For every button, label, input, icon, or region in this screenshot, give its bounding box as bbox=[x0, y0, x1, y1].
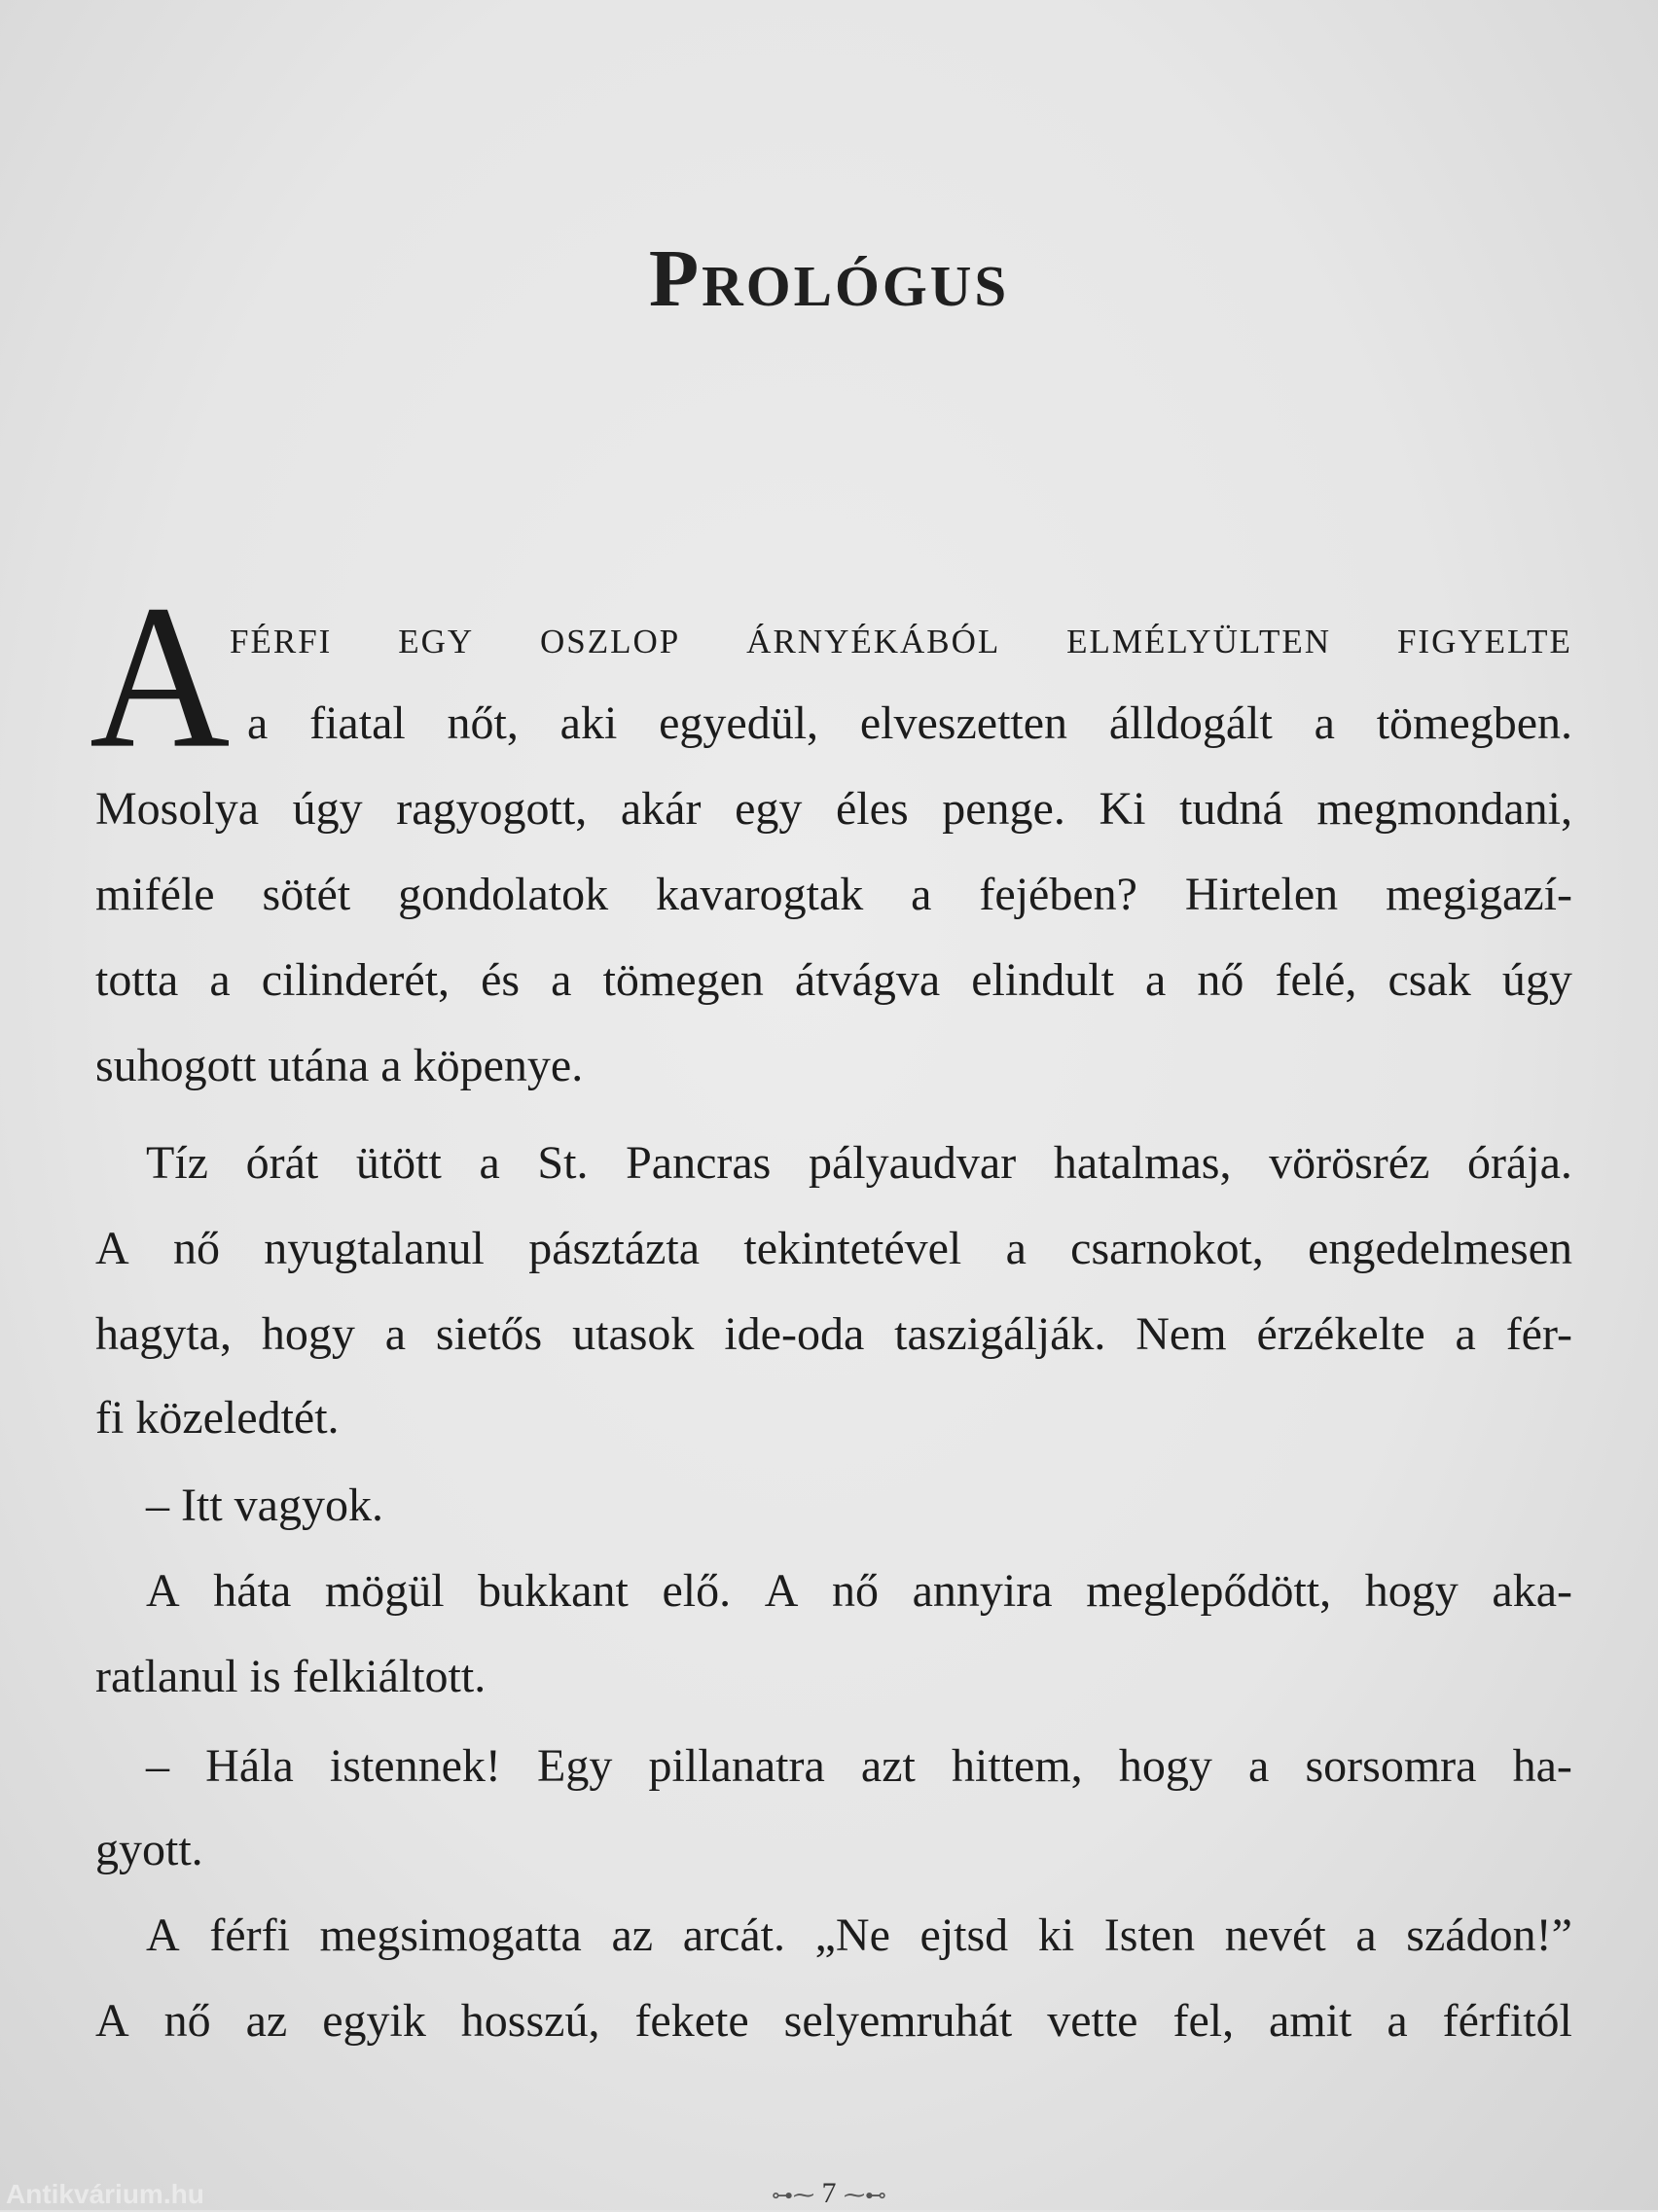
word: fekete bbox=[634, 1995, 749, 2047]
word: A bbox=[146, 1565, 180, 1617]
word: „Ne bbox=[814, 1909, 890, 1961]
word: sietős bbox=[435, 1308, 543, 1360]
word: megmondani, bbox=[1316, 783, 1572, 835]
word: a bbox=[209, 954, 231, 1006]
word: az bbox=[611, 1909, 654, 1961]
text-line: – Itt vagyok. bbox=[146, 1480, 383, 1531]
text-line: gyott. bbox=[95, 1824, 203, 1875]
word: nő bbox=[172, 1223, 220, 1274]
word: ide-oda bbox=[724, 1308, 865, 1360]
text-line bbox=[146, 1737, 1572, 1796]
text-line bbox=[95, 1220, 1572, 1278]
word: annyira bbox=[912, 1565, 1053, 1617]
word: nő bbox=[163, 1995, 211, 2047]
word: selyemruhát bbox=[783, 1995, 1013, 2047]
text-line bbox=[95, 1305, 1572, 1364]
word: a bbox=[1355, 1909, 1377, 1961]
word: sorsomra bbox=[1305, 1740, 1477, 1792]
word: – bbox=[146, 1740, 169, 1792]
word: istennek! bbox=[329, 1740, 501, 1792]
word: Isten bbox=[1103, 1909, 1196, 1961]
word: hosszú, bbox=[460, 1995, 600, 2047]
word: egy bbox=[735, 783, 803, 835]
word: fejében? bbox=[979, 869, 1137, 920]
text-line: suhogott utána a köpenye. bbox=[95, 1040, 584, 1091]
word: kavarogtak bbox=[656, 869, 864, 920]
page-footer bbox=[0, 2177, 1658, 2210]
word: FIGYELTE bbox=[1396, 623, 1572, 660]
word: mögül bbox=[324, 1565, 445, 1617]
word: ütött bbox=[355, 1137, 442, 1189]
word: háta bbox=[213, 1565, 292, 1617]
word: nevét bbox=[1224, 1909, 1326, 1961]
word: amit bbox=[1269, 1995, 1352, 2047]
word: fér- bbox=[1505, 1308, 1572, 1360]
word: tömegen bbox=[602, 954, 764, 1006]
text-line bbox=[95, 780, 1572, 838]
word: nyugtalanul bbox=[264, 1223, 485, 1274]
word: Tíz bbox=[146, 1137, 208, 1189]
word: miféle bbox=[95, 869, 215, 920]
word: hogy bbox=[1364, 1565, 1459, 1617]
word: átvágva bbox=[794, 954, 941, 1006]
word: hagyta, bbox=[95, 1308, 232, 1360]
word: hogy bbox=[1118, 1740, 1212, 1792]
word: penge. bbox=[942, 783, 1065, 835]
word: pásztázta bbox=[528, 1223, 701, 1274]
text-line bbox=[146, 1907, 1572, 1965]
word: férfi bbox=[209, 1909, 290, 1961]
drop-cap: A bbox=[90, 563, 231, 792]
word: felé, bbox=[1275, 954, 1357, 1006]
word: arcát. bbox=[682, 1909, 785, 1961]
word: sötét bbox=[262, 869, 351, 920]
word: pillanatra bbox=[648, 1740, 825, 1792]
word: ki bbox=[1037, 1909, 1075, 1961]
word: nőt, bbox=[447, 697, 519, 749]
word: EGY bbox=[398, 623, 475, 660]
text-line bbox=[146, 1562, 1572, 1621]
word: Hála bbox=[205, 1740, 294, 1792]
flourish-left-icon: ⊶⁓ bbox=[772, 2183, 814, 2208]
word: a bbox=[479, 1137, 500, 1189]
word: pályaudvar bbox=[808, 1137, 1017, 1189]
word: A bbox=[764, 1565, 799, 1617]
word: a bbox=[1005, 1223, 1027, 1274]
word: azt bbox=[860, 1740, 916, 1792]
word: akár bbox=[620, 783, 702, 835]
word: ELMÉLYÜLTEN bbox=[1066, 623, 1332, 660]
word: férfitól bbox=[1442, 1995, 1572, 2047]
word: utasok bbox=[572, 1308, 695, 1360]
word: A bbox=[95, 1995, 129, 2047]
word: megigazí- bbox=[1386, 869, 1572, 920]
word: a bbox=[384, 1308, 407, 1360]
word: engedelmesen bbox=[1308, 1223, 1572, 1274]
word: A bbox=[146, 1909, 180, 1961]
word: tudná bbox=[1179, 783, 1283, 835]
word: meglepődött, bbox=[1086, 1565, 1332, 1617]
word: aki bbox=[559, 697, 618, 749]
text-line bbox=[95, 1992, 1572, 2051]
word: tömegben. bbox=[1376, 697, 1572, 749]
word: a bbox=[1387, 1995, 1408, 2047]
word: Mosolya bbox=[95, 783, 259, 835]
text-line: fi közeledtét. bbox=[95, 1392, 340, 1444]
word: a bbox=[247, 697, 269, 749]
text-line: ratlanul is felkiáltott. bbox=[95, 1651, 487, 1702]
word: OSZLOP bbox=[540, 623, 681, 660]
word: ragyogott, bbox=[396, 783, 588, 835]
word: egyedül, bbox=[659, 697, 819, 749]
word: a bbox=[911, 869, 932, 920]
word: szádon!” bbox=[1406, 1909, 1572, 1961]
word: vörösréz bbox=[1269, 1137, 1430, 1189]
word: a bbox=[1314, 697, 1335, 749]
word: aka- bbox=[1492, 1565, 1572, 1617]
word: órát bbox=[245, 1137, 319, 1189]
text-line bbox=[95, 951, 1572, 1010]
word: fel, bbox=[1172, 1995, 1235, 2047]
word: tekintetével bbox=[743, 1223, 962, 1274]
word: elő. bbox=[662, 1565, 732, 1617]
word: St. bbox=[537, 1137, 589, 1189]
word: egyik bbox=[322, 1995, 426, 2047]
word: érzékelte bbox=[1256, 1308, 1425, 1360]
word: fiatal bbox=[309, 697, 406, 749]
flourish-right-icon: ⁓⊷ bbox=[844, 2183, 886, 2208]
word: ejtsd bbox=[919, 1909, 1009, 1961]
word: hatalmas, bbox=[1053, 1137, 1232, 1189]
word: éles bbox=[836, 783, 909, 835]
word: hogy bbox=[261, 1308, 355, 1360]
word: elindult bbox=[971, 954, 1114, 1006]
word: FÉRFI bbox=[230, 623, 333, 660]
chapter-title: Prológus bbox=[648, 233, 1010, 324]
text-line bbox=[146, 1134, 1572, 1193]
word: elveszetten bbox=[859, 697, 1068, 749]
word: taszigálják. bbox=[894, 1308, 1106, 1360]
word: vette bbox=[1047, 1995, 1138, 2047]
word: A bbox=[95, 1223, 129, 1274]
text-line bbox=[247, 695, 1572, 753]
word: Nem bbox=[1135, 1308, 1227, 1360]
word: gondolatok bbox=[398, 869, 609, 920]
word: Ki bbox=[1099, 783, 1146, 835]
word: ha- bbox=[1512, 1740, 1572, 1792]
word: bukkant bbox=[478, 1565, 629, 1617]
word: a bbox=[1455, 1308, 1476, 1360]
word: cilinderét, bbox=[261, 954, 451, 1006]
word: Pancras bbox=[626, 1137, 772, 1189]
text-line bbox=[230, 613, 1572, 671]
word: nő bbox=[1197, 954, 1244, 1006]
word: hittem, bbox=[952, 1740, 1083, 1792]
word: Egy bbox=[537, 1740, 613, 1792]
word: úgy bbox=[1501, 954, 1572, 1006]
watermark: Antikvárium.hu bbox=[6, 2179, 204, 2209]
word: totta bbox=[95, 954, 179, 1006]
word: és bbox=[481, 954, 521, 1006]
page-number: 7 bbox=[821, 2177, 837, 2209]
word: az bbox=[245, 1995, 288, 2047]
word: a bbox=[1248, 1740, 1270, 1792]
word: megsimogatta bbox=[319, 1909, 582, 1961]
word: ÁRNYÉKÁBÓL bbox=[746, 623, 1001, 660]
word: csak bbox=[1388, 954, 1471, 1006]
word: a bbox=[1144, 954, 1167, 1006]
word: úgy bbox=[292, 783, 363, 835]
word: nő bbox=[832, 1565, 879, 1617]
word: Hirtelen bbox=[1184, 869, 1339, 920]
text-line bbox=[95, 866, 1572, 924]
word: álldogált bbox=[1108, 697, 1273, 749]
word: a bbox=[551, 954, 572, 1006]
word: órája. bbox=[1466, 1137, 1572, 1189]
word: csarnokot, bbox=[1070, 1223, 1264, 1274]
